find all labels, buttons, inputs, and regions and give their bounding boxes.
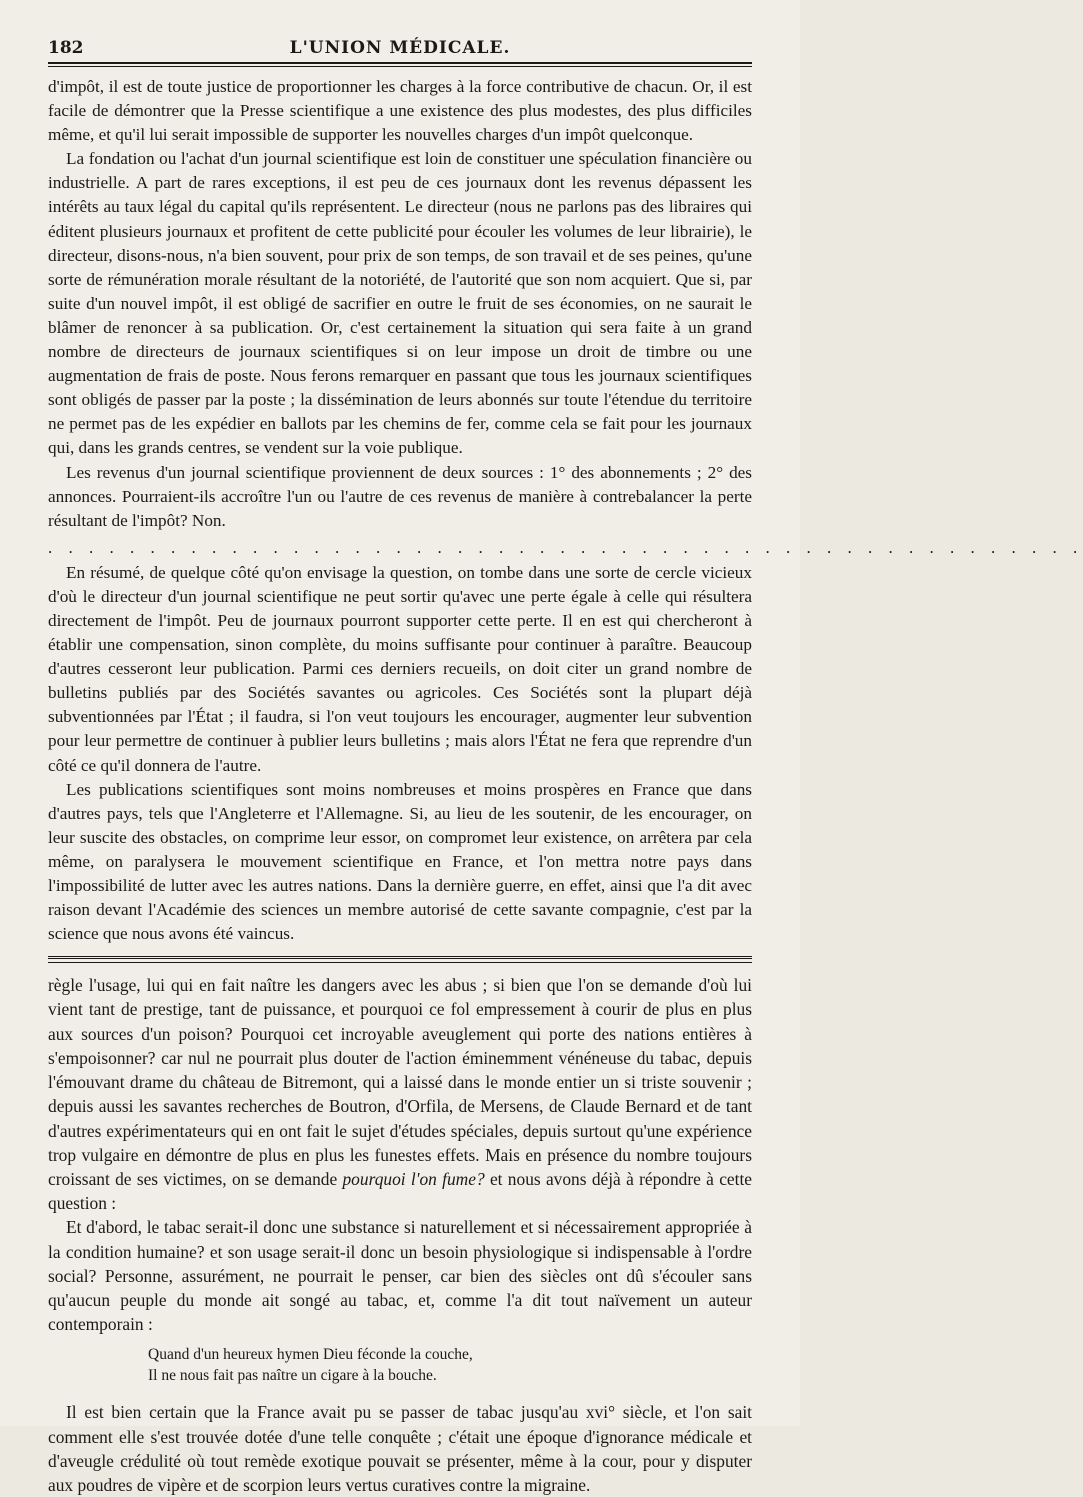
ellipsis-line: . . . . . . . . . . . . . . . . . . . . . . . . . . . . . . . . . . . . . . . . . . . . . . . . . . . [48, 537, 1083, 557]
poem-line-2: Il ne nous fait pas naître un cigare à la bouche. [148, 1367, 437, 1385]
poem-quote [148, 1344, 752, 1386]
article-paragraph-4: En résumé, de quelque côté qu'on envisage la question, on tombe dans une sorte de cercle vicieux d'où le directeur d'un journal scientifique ne peut sortir qu'avec une perte égale à celle qui résultera directement de l'impôt. Peu de journaux pourront supporter cette perte. Il en est qui chercheront à établir une compensation, sinon complète, du moins suffisante pour continuer à paraître. Beaucoup d'autres cesseront leur publication. Parmi ces derniers recueils, on doit citer un grand nombre de bulletins publiés par des Sociétés savantes ou agricoles. Ces Sociétés sont la plupart déjà subventionnées par l'État ; il faudra, si l'on veut toujours les encourager, augmenter leur subvention pour leur permettre de continuer à publier leurs bulletins ; mais alors l'État ne fera que reprendre d'un côté ce qu'il donnera de l'autre. [48, 562, 752, 775]
header-rule [48, 66, 752, 67]
feuilleton-paragraph-1 [48, 973, 752, 1215]
feuilleton-p1-italic: pourquoi l'on fume? [342, 1168, 485, 1189]
article-body [48, 75, 1083, 946]
article-paragraph-5: Les publications scientifiques sont moins nombreuses et moins prospères en France que dans d'autres pays, tels que l'Angleterre et l'Allemagne. Si, au lieu de les soutenir, de les encourager, on leur suscite des obstacles, on comprime leur essor, on compromet leur existence, on arrêtera par cela même, on paralysera le mouvement scientifique en France, et l'on mettra notre pays dans l'impossibilité de lutter avec les autres nations. Dans la dernière guerre, en effet, ainsi que l'a dit avec raison devant l'Académie des sciences un membre autorisé de cette savante compagnie, c'est par la science que nous avons été vaincus. [48, 779, 752, 944]
feuilleton-paragraph-2: Et d'abord, le tabac serait-il donc une substance si naturellement et si nécessairement appropriée à la condition humaine? et son usage serait-il donc un besoin physiologique si indispensable à l'ordre social? Personne, assurément, ne pourrait le penser, car bien des siècles ont dû s'écouler sans qu'aucun peuple du monde ait songé au tabac, et, comme l'a dit tout naïvement un auteur contemporain : [48, 1217, 752, 1335]
feuilleton-p1-text: règle l'usage, lui qui en fait naître les dangers avec les abus ; si bien que l'on se demande d'où lui vient tant de prestige, tant de puissance, et pourquoi ce fol empressement à courir de plus en plus aux sources d'un poison? Pourquoi cet incroyable aveuglement qui porte des nations entières à s'empoisonner? car nul ne pourrait plus douter de l'action éminemment vénéneuse du tabac, depuis l'émouvant drame du château de Bitremont, qui a laissé dans le monde entier un si triste souvenir ; depuis aussi les savantes recherches de Boutron, d'Orfila, de Mersens, de Claude Bernard et de tant d'autres expérimentateurs qui en ont fait le sujet d'études spéciales, depuis surtout qu'une expérience trop vulgaire en démontre de plus en plus les funestes effets. Mais en présence du nombre toujours croissant de ses victimes, on se demande [48, 975, 752, 1189]
article-paragraph-2: La fondation ou l'achat d'un journal scientifique est loin de constituer une spéculation financière ou industrielle. A part de rares exceptions, il est peu de ces journaux dont les revenus dépassent les intérêts au taux légal du capital qu'ils représentent. Le directeur (nous ne parlons pas des libraires qui éditent plusieurs journaux et profitent de cette publicité pour écouler les volumes de leur librairie), le directeur, disons-nous, n'a bien souvent, pour prix de son temps, de son travail et de ses peines, qu'une sorte de rémunération morale résultant de la notoriété, de l'autorité que son nom acquiert. Que si, par suite d'un nouvel impôt, il est obligé de sacrifier en outre le fruit de ses économies, on ne saurait le blâmer de renoncer à sa publication. Or, c'est certainement la situation qui sera faite à un grand nombre de directeurs de journaux scientifiques si on leur impose un droit de timbre ou une augmentation de frais de poste. Nous ferons remarquer en passant que tous les journaux scientifiques sont obligés de passer par la poste ; la dissémination de leurs abonnés sur toute l'étendue du territoire ne permet pas de les expédier en ballots par les chemins de fer, comme cela se fait pour les journaux qui, dans les grands centres, se vendent sur la voie publique. [48, 149, 752, 458]
feuilleton-paragraph-3: Il est bien certain que la France avait pu se passer de tabac jusqu'au xvi° siècle, et l'on sait comment elle s'est trouvée dotée d'une telle conquête ; c'était une époque d'ignorance médicale et d'aveugle crédulité où tout remède exotique pouvait se présenter, même à la cour, pour y disputer aux poudres de vipère et de scorpion leurs vertus curatives contre la migraine. [48, 1402, 752, 1495]
feuilleton-body [48, 973, 752, 1497]
page-header [48, 38, 752, 64]
journal-title: L'UNION MÉDICALE. [289, 38, 511, 58]
feuilleton-separator [48, 956, 752, 963]
page-number: 182 [48, 38, 84, 58]
article-paragraph-3: Les revenus d'un journal scientifique proviennent de deux sources : 1° des abonnements ; 2° des annonces. Pourraient-ils accroître l'un ou l'autre de ces revenus de manière à contrebalancer la perte résultant de l'impôt? Non. [48, 462, 752, 530]
poem-line-1: Quand d'un heureux hymen Dieu féconde la couche, [148, 1346, 473, 1364]
feuilleton-p1-end: et nous avons déjà à répondre à cette question : [48, 1168, 753, 1214]
article-paragraph-1: d'impôt, il est de toute justice de proportionner les charges à la force contributive de chacun. Or, il est facile de démontrer que la Presse scientifique a une existence des plus modestes, des plus difficiles même, et qu'il lui serait impossible de supporter les nouvelles charges d'un impôt quelconque. [48, 77, 752, 145]
